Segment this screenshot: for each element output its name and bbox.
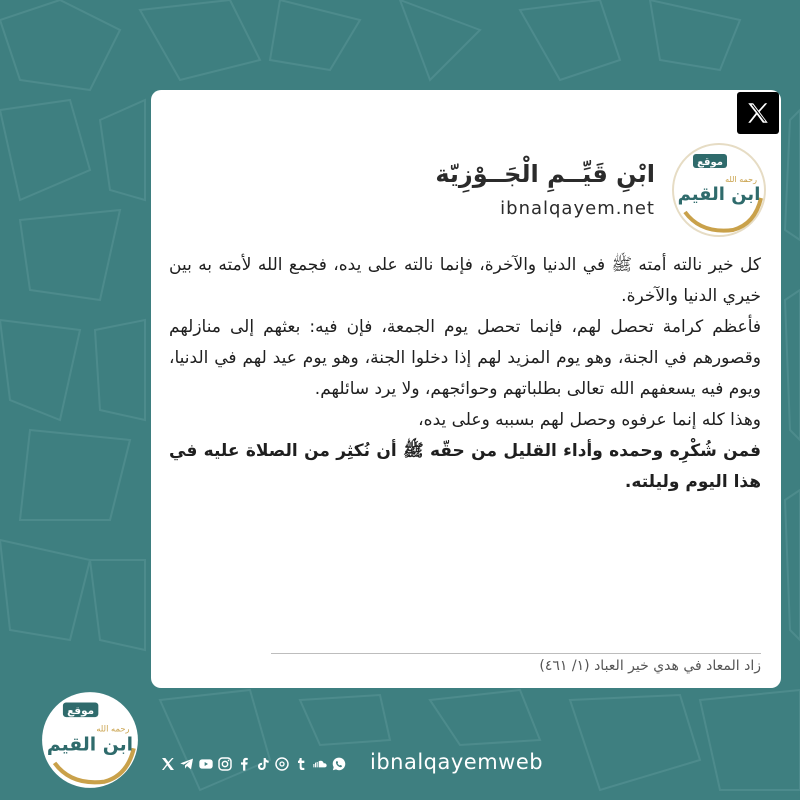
quote-card: [151, 90, 781, 688]
divider: [271, 653, 761, 654]
seal-small: رحمه الله: [725, 175, 757, 184]
tumblr-icon[interactable]: [293, 756, 309, 772]
youtube-icon[interactable]: [198, 756, 214, 772]
facebook-icon[interactable]: [236, 756, 252, 772]
x-logo-icon: [745, 100, 771, 126]
seal-main: ابن القيم: [677, 184, 761, 205]
soundcloud-icon[interactable]: [312, 756, 328, 772]
paragraph-2: فأعظم كرامة تحصل لهم، فإنما تحصل يوم الجمعة، فإن فيه: بعثهم إلى منازلهم وقصورهم في الجنة، وهو يوم المزيد لهم إذا دخلوا الجنة، وهو يوم عيد لهم في الدنيا، ويوم فيه يسعفهم الله تعالى بطلباتهم وحوائجهم، ولا يرد سائلهم.: [169, 317, 761, 399]
threads-icon[interactable]: [274, 756, 290, 772]
social-handle[interactable]: ibnalqayemweb: [370, 750, 544, 774]
site-url[interactable]: ibnalqayem.net: [500, 198, 655, 219]
paragraph-4: فمن شُكْرِه وحمده وأداء القليل من حقّه ﷺ أن نُكثِر من الصلاة عليه في هذا اليوم وليلته.: [169, 441, 761, 492]
site-name: ابْنِ قَيِّــمِ الْجَــوْزِيّة: [435, 160, 655, 188]
footer-seal-main: ابن القيم: [46, 734, 134, 756]
site-seal-logo: [671, 142, 767, 238]
x-logo-badge[interactable]: [737, 92, 779, 134]
whatsapp-icon[interactable]: [331, 756, 347, 772]
quote-text: [169, 250, 761, 498]
telegram-icon[interactable]: [179, 756, 195, 772]
brand-header: [367, 142, 767, 242]
instagram-icon[interactable]: [217, 756, 233, 772]
seal-label: موقع: [697, 157, 723, 168]
footer-seal-small: رحمه الله: [96, 723, 130, 734]
x-icon[interactable]: [160, 756, 176, 772]
paragraph-1: كل خير نالته أمته ﷺ في الدنيا والآخرة، فإنما نالته على يده، فجمع الله لأمته به بين خيري الدنيا والآخرة.: [169, 255, 761, 306]
footer-seal-label: موقع: [67, 704, 95, 717]
tiktok-icon[interactable]: [255, 756, 271, 772]
paragraph-3: وهذا كله إنما عرفوه وحصل لهم بسببه وعلى يده،: [418, 410, 761, 430]
source-citation: زاد المعاد في هدي خير العباد (١/ ٤٦١): [539, 658, 761, 674]
social-icons: [160, 752, 347, 776]
footer-seal-logo: [40, 690, 140, 790]
